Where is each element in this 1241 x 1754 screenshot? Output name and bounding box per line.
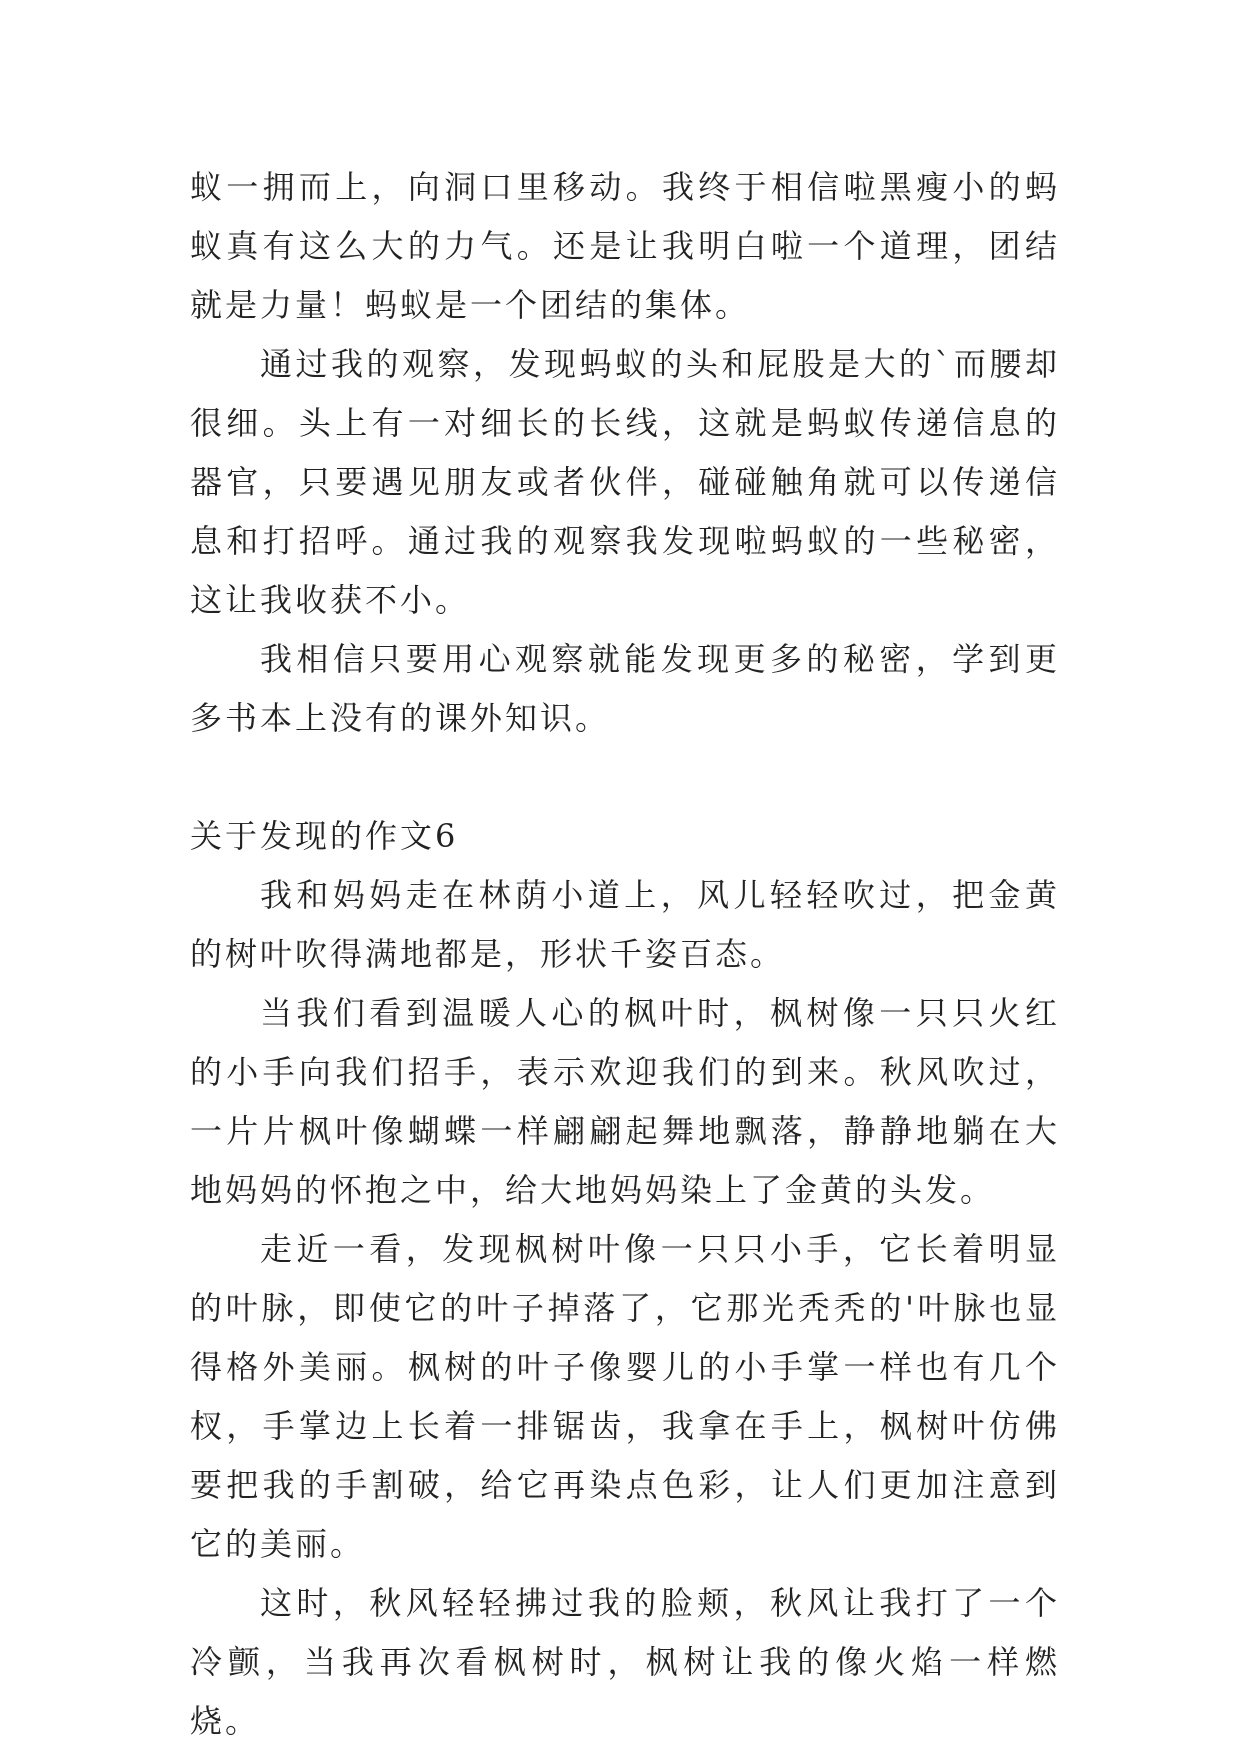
paragraph-2: 通过我的观察，发现蚂蚁的头和屁股是大的`而腰却很细。头上有一对细长的长线，这就是蚂蚁传递信息的器官，只要遇见朋友或者伙伴，碰碰触角就可以传递信息和打招呼。通过我的观察我发现啦蚂蚁的一些秘密，这让我收获不小。 [190, 345, 1060, 619]
section-gap [190, 748, 1060, 807]
paragraph-4: 我和妈妈走在林荫小道上，风儿轻轻吹过，把金黄的树叶吹得满地都是，形状千姿百态。 [190, 876, 1060, 973]
paragraph-1: 蚁一拥而上，向洞口里移动。我终于相信啦黑瘦小的蚂蚁真有这么大的力气。还是让我明白啦一个道理，团结就是力量！蚂蚁是一个团结的集体。 [190, 168, 1060, 324]
paragraph-3: 我相信只要用心观察就能发现更多的秘密，学到更多书本上没有的课外知识。 [190, 640, 1060, 737]
paragraph-7: 这时，秋风轻轻拂过我的脸颊，秋风让我打了一个冷颤，当我再次看枫树时，枫树让我的像火焰一样燃烧。 [190, 1584, 1060, 1740]
document-body [190, 158, 1060, 1751]
section-heading: 关于发现的作文6 [190, 817, 459, 855]
paragraph-6: 走近一看，发现枫树叶像一只只小手，它长着明显的叶脉，即使它的叶子掉落了，它那光秃秃的'叶脉也显得格外美丽。枫树的叶子像婴儿的小手掌一样也有几个杈，手掌边上长着一排锯齿，我拿在手上，枫树叶仿佛要把我的手割破，给它再染点色彩，让人们更加注意到它的美丽。 [190, 1230, 1060, 1563]
paragraph-5: 当我们看到温暖人心的枫叶时，枫树像一只只火红的小手向我们招手，表示欢迎我们的到来。秋风吹过，一片片枫叶像蝴蝶一样翩翩起舞地飘落，静静地躺在大地妈妈的怀抱之中，给大地妈妈染上了金黄的头发。 [190, 994, 1060, 1209]
